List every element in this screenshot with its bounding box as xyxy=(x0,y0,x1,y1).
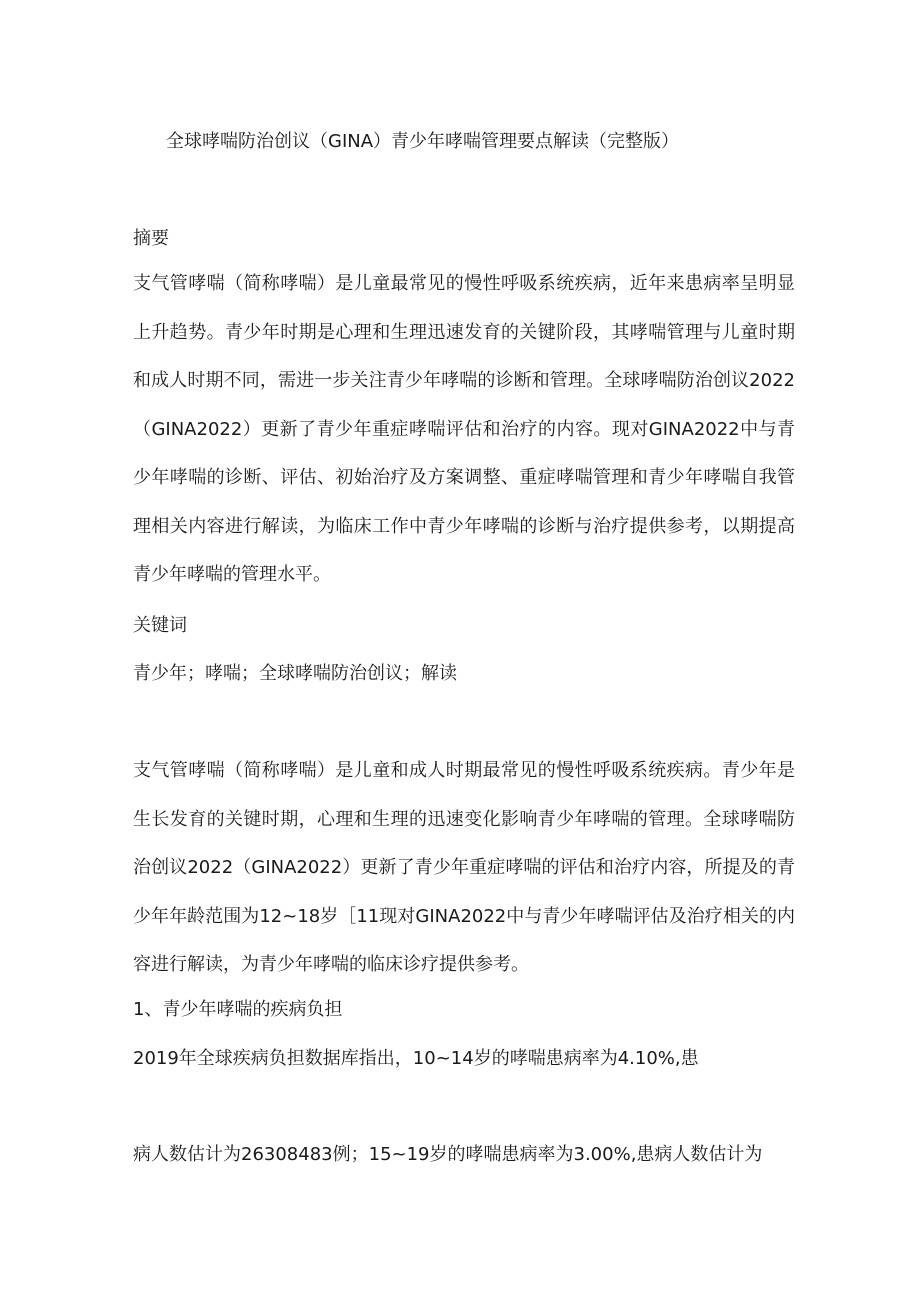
keywords-text: 青少年；哮喘；全球哮喘防治创议；解读 xyxy=(133,663,457,684)
abstract-heading: 摘要 xyxy=(133,228,169,249)
intro-paragraph: 支气管哮喘（简称哮喘）是儿童和成人时期最常见的慢性呼吸系统疾病。青少年是生长发育的关键时期，心理和生理的迅速变化影响青少年哮喘的管理。全球哮喘防治创议2022（GINA2022）更新了青少年重症哮喘的评估和治疗内容，所提及的青少年年龄范围为12~18岁［11现对GINA2022中与青少年哮喘评估及治疗相关的内容进行解读，为青少年哮喘的临床诊疗提供参考。 xyxy=(133,760,795,975)
document-title: 全球哮喘防治创议（GINA）青少年哮喘管理要点解读（完整版） xyxy=(166,131,680,152)
section-1-text-line: 2019年全球疾病负担数据库指出，10~14岁的哮喘患病率为4.10%,患 xyxy=(133,1048,699,1069)
keywords-heading: 关键词 xyxy=(133,615,187,636)
section-1-text-line: 病人数估计为26308483例；15~19岁的哮喘患病率为3.00%,患病人数估计为 xyxy=(133,1144,763,1165)
section-1-heading: 1、青少年哮喘的疾病负担 xyxy=(133,999,343,1020)
abstract-paragraph: 支气管哮喘（简称哮喘）是儿童最常见的慢性呼吸系统疾病，近年来患病率呈明显上升趋势。青少年时期是心理和生理迅速发育的关键阶段，其哮喘管理与儿童时期和成人时期不同，需进一步关注青少年哮喘的诊断和管理。全球哮喘防治创议2022（GINA2022）更新了青少年重症哮喘评估和治疗的内容。现对GINA2022中与青少年哮喘的诊断、评估、初始治疗及方案调整、重症哮喘管理和青少年哮喘自我管理相关内容进行解读，为临床工作中青少年哮喘的诊断与治疗提供参考，以期提高青少年哮喘的管理水平。 xyxy=(133,273,795,585)
